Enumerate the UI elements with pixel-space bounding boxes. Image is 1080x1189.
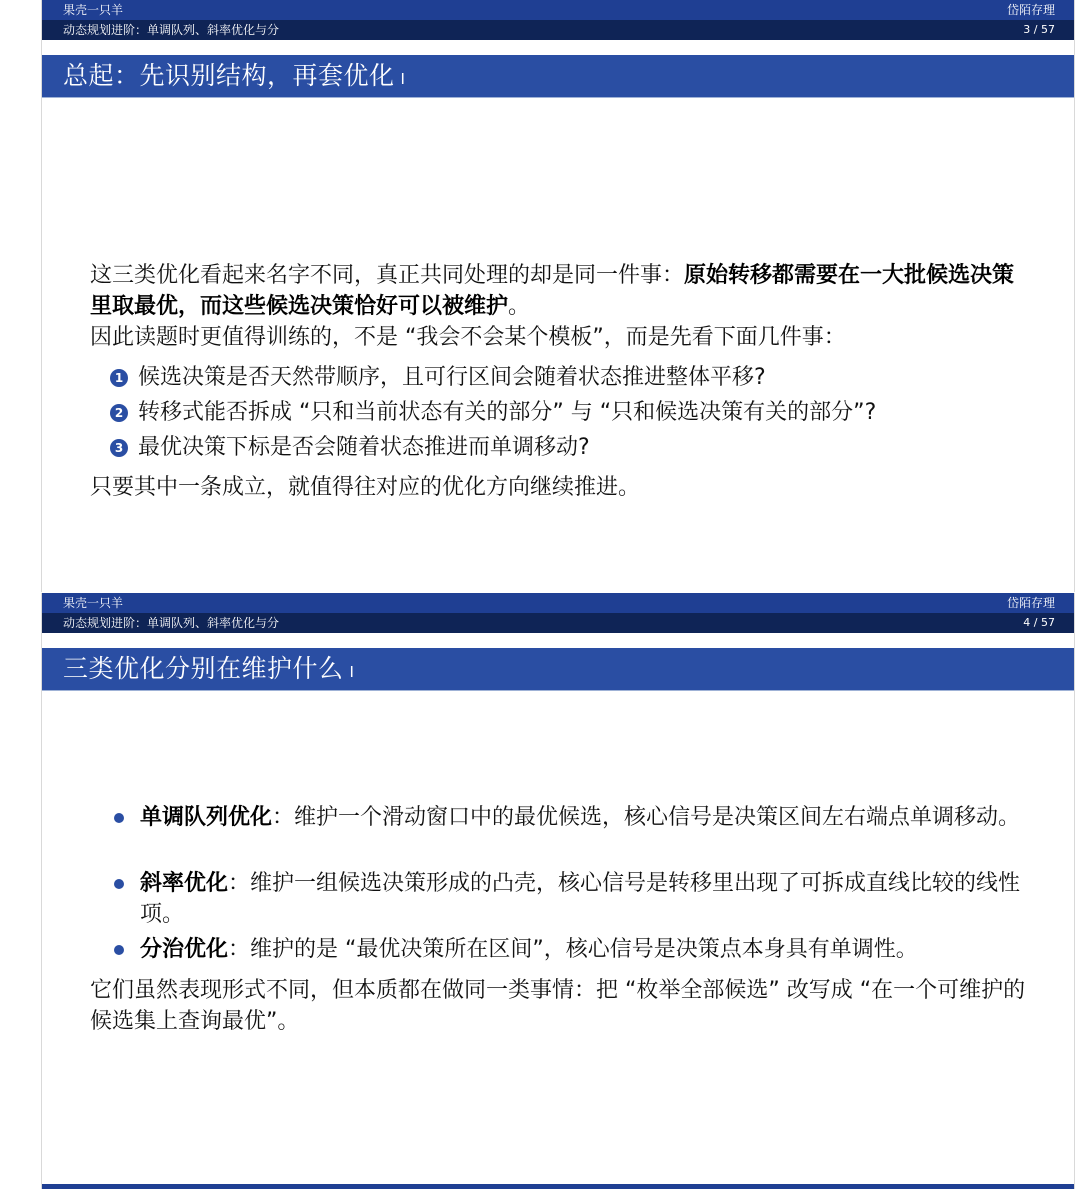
list-item: 单调队列优化：维护一个滑动窗口中的最优候选，核心信号是决策区间左右端点单调移动。 — [114, 802, 1034, 833]
enum-number-badge: 1 — [110, 369, 128, 387]
header-short-title: 动态规划进阶：单调队列、斜率优化与分 — [63, 23, 280, 37]
header-short-title: 动态规划进阶：单调队列、斜率优化与分 — [63, 616, 280, 630]
bullet-icon — [114, 813, 124, 823]
slide — [42, 0, 1074, 592]
header-author-bar — [42, 0, 1074, 20]
next-slide-header-edge — [42, 1184, 1074, 1189]
header-institution: 岱陌存理 — [1006, 3, 1055, 17]
bullet-icon — [114, 945, 124, 955]
header-author: 果壳一只羊 — [63, 596, 124, 610]
slide — [42, 593, 1074, 1189]
paragraph: 这三类优化看起来名字不同，真正共同处理的却是同一件事：原始转移都需要在一大批候选决策里取最优，而这些候选决策恰好可以被维护。 — [90, 263, 1015, 319]
frame-title-page: I — [400, 70, 406, 88]
list-item: 斜率优化：维护一组候选决策形成的凸壳，核心信号是转移里出现了可拆成直线比较的线性项。 — [114, 868, 1034, 930]
list-item: 1 候选决策是否天然带顺序，且可行区间会随着状态推进整体平移? — [110, 362, 1030, 393]
page-number: 3 / 57 — [1023, 23, 1055, 36]
emphasis-text: 原始转移都需要在一大批候选决策里取最优，而这些候选决策恰好可以被维护 — [90, 263, 1015, 319]
enum-number-badge: 3 — [110, 439, 128, 457]
paragraph: 只要其中一条成立，就值得往对应的优化方向继续推进。 — [90, 475, 641, 500]
header-title-bar — [42, 20, 1074, 40]
list-item: 3 最优决策下标是否会随着状态推进而单调移动? — [110, 432, 1030, 463]
header-title-bar — [42, 613, 1074, 633]
frame-title: 三类优化分别在维护什么 I — [63, 654, 355, 683]
list-item: 2 转移式能否拆成 “只和当前状态有关的部分” 与 “只和候选决策有关的部分”? — [110, 397, 1030, 428]
frame-title: 总起：先识别结构，再套优化 I — [63, 61, 406, 90]
paragraph: 因此读题时更值得训练的，不是 “我会不会某个模板”，而是先看下面几件事： — [90, 325, 846, 350]
page-number: 4 / 57 — [1023, 616, 1055, 629]
frame-title-bar — [42, 55, 1074, 98]
list-item: 分治优化：维护的是 “最优决策所在区间”，核心信号是决策点本身具有单调性。 — [114, 934, 1034, 965]
frame-title-bar — [42, 648, 1074, 691]
paragraph: 它们虽然表现形式不同，但本质都在做同一类事情：把 “枚举全部候选” 改写成 “在一个可维护的候选集上查询最优”。 — [90, 978, 1026, 1034]
header-author-bar — [42, 593, 1074, 613]
header-institution: 岱陌存理 — [1006, 596, 1055, 610]
frame-title-page: I — [349, 663, 355, 681]
bullet-icon — [114, 879, 124, 889]
header-author: 果壳一只羊 — [63, 3, 124, 17]
enum-number-badge: 2 — [110, 404, 128, 422]
